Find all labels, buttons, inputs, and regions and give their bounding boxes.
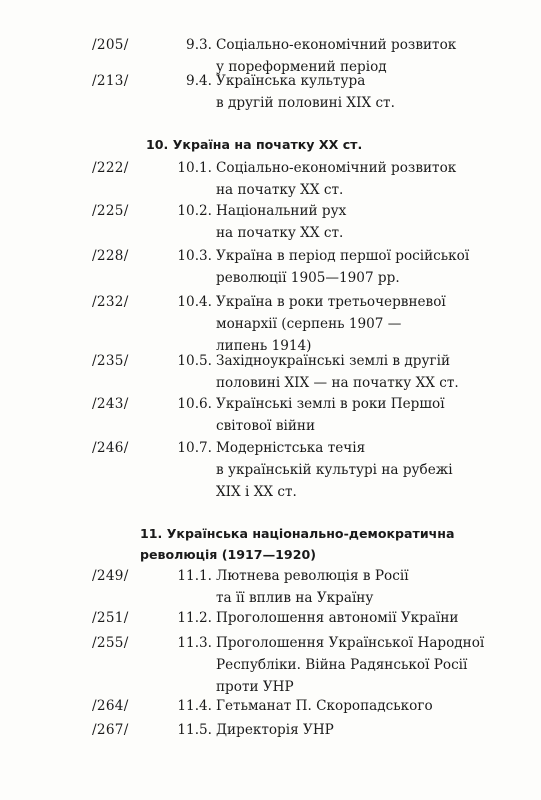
toc-entry-title-line: Україна в роки третьочервневої — [216, 294, 446, 310]
toc-entry-title-line: у пореформений період — [216, 59, 387, 75]
toc-entry-title — [216, 157, 456, 201]
toc-entry-title-line: Українська культура — [216, 73, 366, 89]
toc-entry-title-line: XIX і XX ст. — [216, 484, 297, 500]
toc-page-number: /228/ — [92, 248, 129, 264]
toc-section-number: 9.4. — [186, 73, 212, 89]
toc-entry-title — [216, 200, 346, 244]
toc-entry-title-line: на початку XX ст. — [216, 182, 344, 198]
toc-page-number: /251/ — [92, 610, 129, 626]
toc-section-number: 10.5. — [177, 353, 212, 369]
toc-page-number: /264/ — [92, 698, 129, 714]
toc-entry-title-line: Проголошення Української Народної — [216, 635, 485, 651]
section-heading — [140, 523, 455, 565]
toc-entry-title — [216, 437, 453, 503]
toc-page-number: /267/ — [92, 722, 129, 738]
toc-entry-title-line: проти УНР — [216, 679, 294, 695]
toc-entry-title — [216, 607, 458, 629]
toc-entry-title-line: Директорія УНР — [216, 722, 334, 738]
toc-entry-title-line: революції 1905—1907 рр. — [216, 270, 400, 286]
toc-entry-title-line: в другій половині XIX ст. — [216, 95, 395, 111]
toc-entry-title-line: Соціально-економічний розвиток — [216, 37, 457, 53]
toc-section-number: 10.2. — [177, 203, 212, 219]
toc-entry-title — [216, 70, 395, 114]
toc-section-number: 9.3. — [186, 37, 212, 53]
toc-entry-title-line: Українські землі в роки Першої — [216, 396, 445, 412]
toc-entry-title-line: світової війни — [216, 418, 316, 434]
toc-section-number: 10.3. — [177, 248, 212, 264]
toc-entry-title — [216, 350, 459, 394]
section-heading-line: 11. Українська національно-демократична — [140, 526, 455, 541]
toc-entry-title-line: Соціально-економічний розвиток — [216, 160, 457, 176]
section-heading-line: 10. Україна на початку XX ст. — [146, 137, 363, 152]
toc-entry-title-line: Лютнева революція в Росії — [216, 568, 409, 584]
section-heading-line: революція (1917—1920) — [140, 547, 316, 562]
toc-page-number: /235/ — [92, 353, 129, 369]
toc-entry-title — [216, 565, 409, 609]
toc-entry-title-line: монархії (серпень 1907 — — [216, 316, 402, 332]
toc-section-number: 10.4. — [177, 294, 212, 310]
toc-entry-title — [216, 719, 334, 741]
toc-entry-title — [216, 291, 446, 357]
toc-entry-title-line: Україна в період першої російської — [216, 248, 470, 264]
toc-page-number: /205/ — [92, 37, 129, 53]
toc-entry-title-line: липень 1914) — [216, 338, 312, 354]
toc-entry-title-line: половині XIX — на початку XX ст. — [216, 375, 459, 391]
toc-section-number: 10.1. — [177, 160, 212, 176]
toc-page-number: /246/ — [92, 440, 129, 456]
toc-page-number: /225/ — [92, 203, 129, 219]
toc-page-number: /249/ — [92, 568, 129, 584]
toc-page-number: /232/ — [92, 294, 129, 310]
toc-entry-title-line: Західноукраїнські землі в другій — [216, 353, 451, 369]
toc-entry-title — [216, 695, 433, 717]
toc-entry-title-line: Гетьманат П. Скоропадського — [216, 698, 433, 714]
toc-page-number: /222/ — [92, 160, 129, 176]
toc-entry-title-line: та її вплив на Україну — [216, 590, 374, 606]
toc-entry-title-line: на початку XX ст. — [216, 225, 344, 241]
toc-entry-title-line: в українській культурі на рубежі — [216, 462, 453, 478]
toc-entry-title-line: Республіки. Війна Радянської Росії — [216, 657, 468, 673]
toc-section-number: 11.2. — [177, 610, 212, 626]
toc-entry-title — [216, 632, 484, 698]
toc-entry-title — [216, 245, 469, 289]
toc-entry-title-line: Модерністська течія — [216, 440, 366, 456]
toc-entry-title — [216, 393, 445, 437]
toc-section-number: 10.7. — [177, 440, 212, 456]
toc-entry-title-line: Проголошення автономії України — [216, 610, 459, 626]
toc-entry-title-line: Національний рух — [216, 203, 347, 219]
toc-section-number: 10.6. — [177, 396, 212, 412]
toc-section-number: 11.1. — [177, 568, 212, 584]
toc-section-number: 11.4. — [177, 698, 212, 714]
section-heading — [146, 134, 362, 155]
toc-section-number: 11.3. — [177, 635, 212, 651]
toc-section-number: 11.5. — [177, 722, 212, 738]
toc-page-number: /213/ — [92, 73, 129, 89]
toc-page-number: /255/ — [92, 635, 129, 651]
toc-page-number: /243/ — [92, 396, 129, 412]
